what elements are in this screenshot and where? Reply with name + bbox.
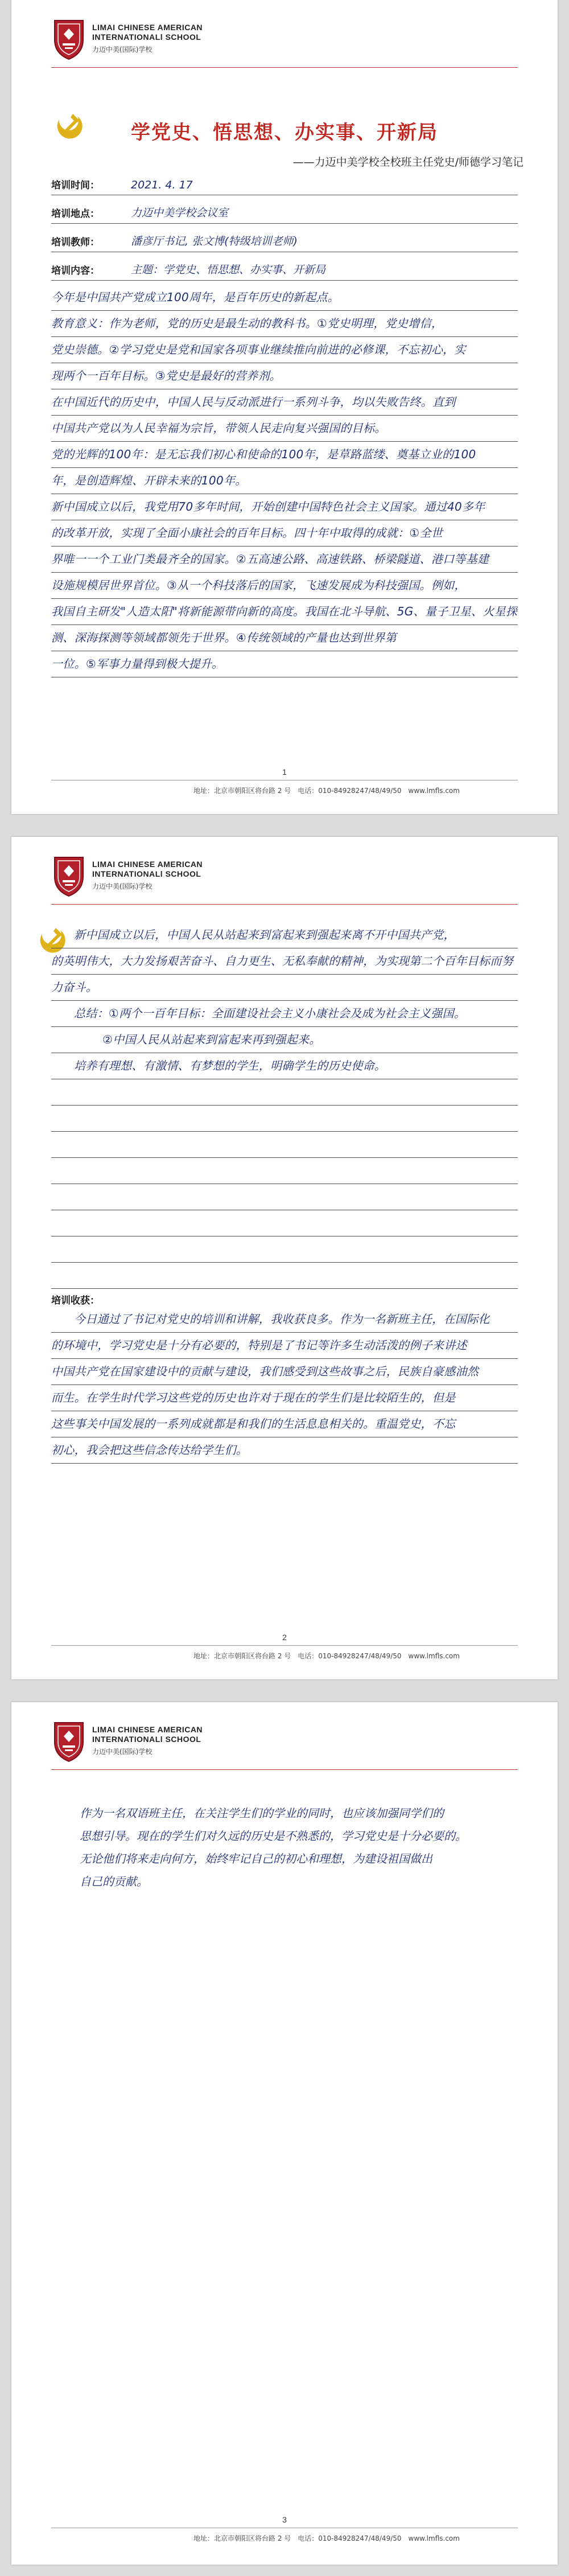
note-line [51, 1158, 518, 1184]
school-name-cn: 力迈中美(国际)学校 [92, 1748, 152, 1756]
meta-place-value: 力迈中美学校会议室 [131, 207, 229, 219]
note-line: 今年是中国共产党成立100周年，是百年历史的新起点。 [51, 285, 518, 311]
note-line [51, 1132, 518, 1158]
meta-time [51, 171, 518, 195]
page-number: 2 [282, 1633, 287, 1642]
note-line: 力奋斗。 [51, 975, 518, 1001]
note-line: 的英明伟大，大力发扬艰苦奋斗、自力更生、无私奉献的精神，为实现第二个百年目标而努 [51, 948, 518, 975]
meta-teacher-label: 培训教师： [51, 237, 100, 248]
note-line: 党的光辉的100年：是无忘我们初心和使命的100年，是草路蓝缕、奠基立业的100 [51, 442, 518, 468]
footer-address: 地址：北京市朝阳区将台路 2 号 电话：010-84928247/48/49/50 www.lmfls.com [193, 2534, 460, 2542]
letterhead [51, 17, 518, 68]
note-line: 我国自主研发"人造太阳"将新能源带向新的高度。我国在北斗导航、5G、量子卫星、火星探 [51, 599, 518, 625]
note-line: 党史崇德。②学习党史是党和国家各项事业继续推向前进的必修课，不忘初心，实 [51, 337, 518, 363]
note-line: 无论他们将来走向何方，始终牢记自己的初心和理想，为建设祖国做出 [80, 1852, 432, 1866]
note-line: 教育意义：作为老师，党的历史是最生动的教科书。①党史明理，党史增信， [51, 311, 518, 337]
meta-teacher-value: 潘彦厅书记, 张文博(特级培训老师) [131, 235, 298, 248]
note-line: 初心，我会把这些信念传达给学生们。 [51, 1437, 518, 1464]
note-line [51, 1184, 518, 1210]
note-line: 在中国近代的历史中，中国人民与反动派进行一系列斗争，均以失败告终。直到 [51, 389, 518, 416]
header-divider [51, 1769, 518, 1770]
notes-page-1 [51, 285, 518, 677]
letterhead [51, 1719, 518, 1770]
document-subtitle: ——力迈中美学校全校班主任党史/师德学习笔记 [292, 156, 523, 169]
meta-teacher [51, 228, 518, 252]
header-divider [51, 67, 518, 68]
note-line: 思想引导。现在的学生们对久远的历史是不熟悉的，学习党史是十分必要的。 [80, 1829, 467, 1843]
note-line: 中国共产党以为人民幸福为宗旨，带领人民走向复兴强国的目标。 [51, 416, 518, 442]
school-crest-icon [51, 1719, 86, 1762]
note-line: 界唯一一个工业门类最齐全的国家。②五高速公路、高速铁路、桥梁隧道、港口等基建 [51, 547, 518, 573]
harvest-notes [51, 1307, 518, 1464]
note-line: 培养有理想、有激情、有梦想的学生，明确学生的历史使命。 [51, 1053, 518, 1079]
school-name-cn: 力迈中美(国际)学校 [92, 46, 152, 54]
header-divider [51, 904, 518, 905]
school-crest-icon [51, 17, 86, 60]
note-line [51, 1210, 518, 1236]
note-line: 今日通过了书记对党史的培训和讲解，我收获良多。作为一名新班主任，在国际化 [51, 1307, 518, 1333]
page-2 [11, 837, 558, 1679]
page-number: 3 [282, 2515, 287, 2524]
meta-time-value: 2021. 4. 17 [131, 179, 193, 191]
note-line: 作为一名双语班主任，在关注学生们的学业的同时，也应该加强同学们的 [80, 1806, 444, 1820]
note-line [51, 1106, 518, 1132]
meta-place [51, 199, 518, 224]
note-line: 而生。在学生时代学习这些党的历史也许对于现在的学生们是比较陌生的，但是 [51, 1385, 518, 1411]
note-line: 设施规模居世界首位。③从一个科技落后的国家，飞速发展成为科技强国。例如， [51, 573, 518, 599]
note-line: 中国共产党在国家建设中的贡献与建设，我们感受到这些故事之后，民族自豪感油然 [51, 1359, 518, 1385]
note-line: 的改革开放，实现了全面小康社会的百年目标。四十年中取得的成就：①全世 [51, 520, 518, 547]
school-name-en: LIMAI CHINESE AMERICAN INTERNATIONALl SCHOOL [92, 860, 203, 878]
school-name-en: LIMAI CHINESE AMERICAN INTERNATIONALl SCHOOL [92, 1725, 203, 1744]
note-line: 年，是创造辉煌、开辟未来的100年。 [51, 468, 518, 494]
note-line: ②中国人民从站起来到富起来再到强起来。 [51, 1027, 518, 1053]
note-line: 的环境中，学习党史是十分有必要的，特别是了书记等许多生动活泼的例子来讲述 [51, 1333, 518, 1359]
note-line: 总结：①两个一百年目标：全面建设社会主义小康社会及成为社会主义强国。 [51, 1001, 518, 1027]
footer-address: 地址：北京市朝阳区将台路 2 号 电话：010-84928247/48/49/50 www.lmfls.com [193, 787, 460, 795]
meta-content-value: 主题：学党史、悟思想、办实事、开新局 [131, 264, 326, 276]
school-name-en: LIMAI CHINESE AMERICAN INTERNATIONALl SCHOOL [92, 23, 203, 42]
harvest-label: 培训收获： [51, 1295, 100, 1307]
page-number: 1 [282, 767, 287, 777]
note-line [51, 1263, 518, 1289]
meta-content [51, 256, 518, 281]
school-name-cn: 力迈中美(国际)学校 [92, 882, 152, 890]
letterhead [51, 854, 518, 905]
note-line: 现两个一百年目标。③党史是最好的营养剂。 [51, 363, 518, 389]
school-crest-icon [51, 854, 86, 897]
note-line: 新中国成立以后，中国人民从站起来到富起来到强起来离不开中国共产党， [51, 922, 518, 948]
notes-page-3 [80, 1802, 512, 1893]
meta-content-label: 培训内容： [51, 265, 100, 277]
note-line: 一位。⑤军事力量得到极大提升。 [51, 651, 518, 677]
page-1 [11, 0, 558, 814]
note-line: 这些事关中国发展的一系列成就都是和我们的生活息息相关的。重温党史，不忘 [51, 1411, 518, 1437]
page-3 [11, 1702, 558, 2565]
meta-time-label: 培训时间： [51, 180, 100, 191]
note-line: 自己的贡献。 [80, 1875, 148, 1888]
note-line: 新中国成立以后，我党用70多年时间，开始创建中国特色社会主义国家。通过40多年 [51, 494, 518, 520]
note-line [51, 1079, 518, 1106]
footer-address: 地址：北京市朝阳区将台路 2 号 电话：010-84928247/48/49/50 www.lmfls.com [193, 1652, 460, 1660]
note-line [51, 1236, 518, 1263]
meta-place-label: 培训地点： [51, 208, 100, 220]
footer-divider [51, 1645, 518, 1646]
note-line: 测、深海探测等领域都领先于世界。④传统领域的产量也达到世界第 [51, 625, 518, 651]
notes-page-2 [51, 922, 518, 1289]
document-title: 学党史、悟思想、办实事、开新局 [131, 121, 438, 144]
